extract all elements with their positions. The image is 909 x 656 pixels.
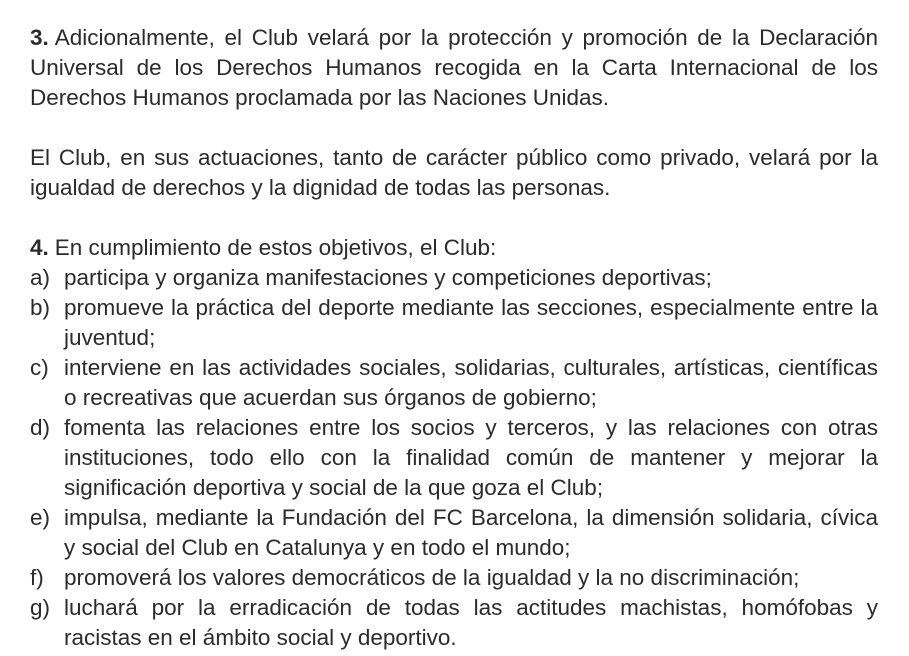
list-item-text: promoverá los valores democráticos de la igualdad y la no discriminación; xyxy=(64,565,800,590)
list-item-text: interviene en las actividades sociales, solidarias, culturales, artísticas, científicas o recreativas que acuerdan sus órganos de gobierno; xyxy=(64,355,878,410)
list-item-b xyxy=(30,293,878,353)
list-item-text: impulsa, mediante la Fundación del FC Barcelona, la dimensión solidaria, cívica y social del Club en Catalunya y en todo el mundo; xyxy=(64,505,878,560)
list-item-text: promueve la práctica del deporte mediante las secciones, especialmente entre la juventud; xyxy=(64,295,878,350)
list-item-f xyxy=(30,563,878,593)
list-item-marker: g) xyxy=(30,595,51,620)
paragraph-3-text: Adicionalmente, el Club velará por la protección y promoción de la Declaración Universal de los Derechos Humanos recogida en la Carta Internacional de los Derechos Humanos proclamada por las Naciones Unidas. xyxy=(30,25,878,110)
list-item-marker: b) xyxy=(30,295,51,320)
list-item-marker: a) xyxy=(30,265,51,290)
list-item-text: participa y organiza manifestaciones y competiciones deportivas; xyxy=(64,265,712,290)
paragraph-4-intro-text: En cumplimiento de estos objetivos, el Club: xyxy=(54,235,497,260)
list-item-g xyxy=(30,593,878,653)
list-item-marker: e) xyxy=(30,505,51,530)
list-item-marker: d) xyxy=(30,415,51,440)
list-item-text: fomenta las relaciones entre los socios y terceros, y las relaciones con otras instituciones, todo ello con la finalidad común de mantener y mejorar la significación deportiva y social de la que goza el Club; xyxy=(64,415,878,500)
document-text-column xyxy=(30,23,878,653)
list-item-d xyxy=(30,413,878,503)
clause-number-3: 3. xyxy=(30,25,49,50)
list-item-marker: c) xyxy=(30,355,49,380)
list-item-text: luchará por la erradicación de todas las actitudes machistas, homófobas y racistas en el ámbito social y deportivo. xyxy=(64,595,878,650)
list-item-c xyxy=(30,353,878,413)
list-item-marker: f) xyxy=(30,565,44,590)
objectives-list xyxy=(30,263,878,653)
list-item-a xyxy=(30,263,878,293)
paragraph-club-conduct xyxy=(30,143,878,203)
clause-number-4: 4. xyxy=(30,235,49,260)
paragraph-4-intro xyxy=(30,233,878,263)
list-item-e xyxy=(30,503,878,563)
paragraph-3 xyxy=(30,23,878,113)
paragraph-club-conduct-text: El Club, en sus actuaciones, tanto de carácter público como privado, velará por la igualdad de derechos y la dignidad de todas las personas. xyxy=(30,145,878,200)
